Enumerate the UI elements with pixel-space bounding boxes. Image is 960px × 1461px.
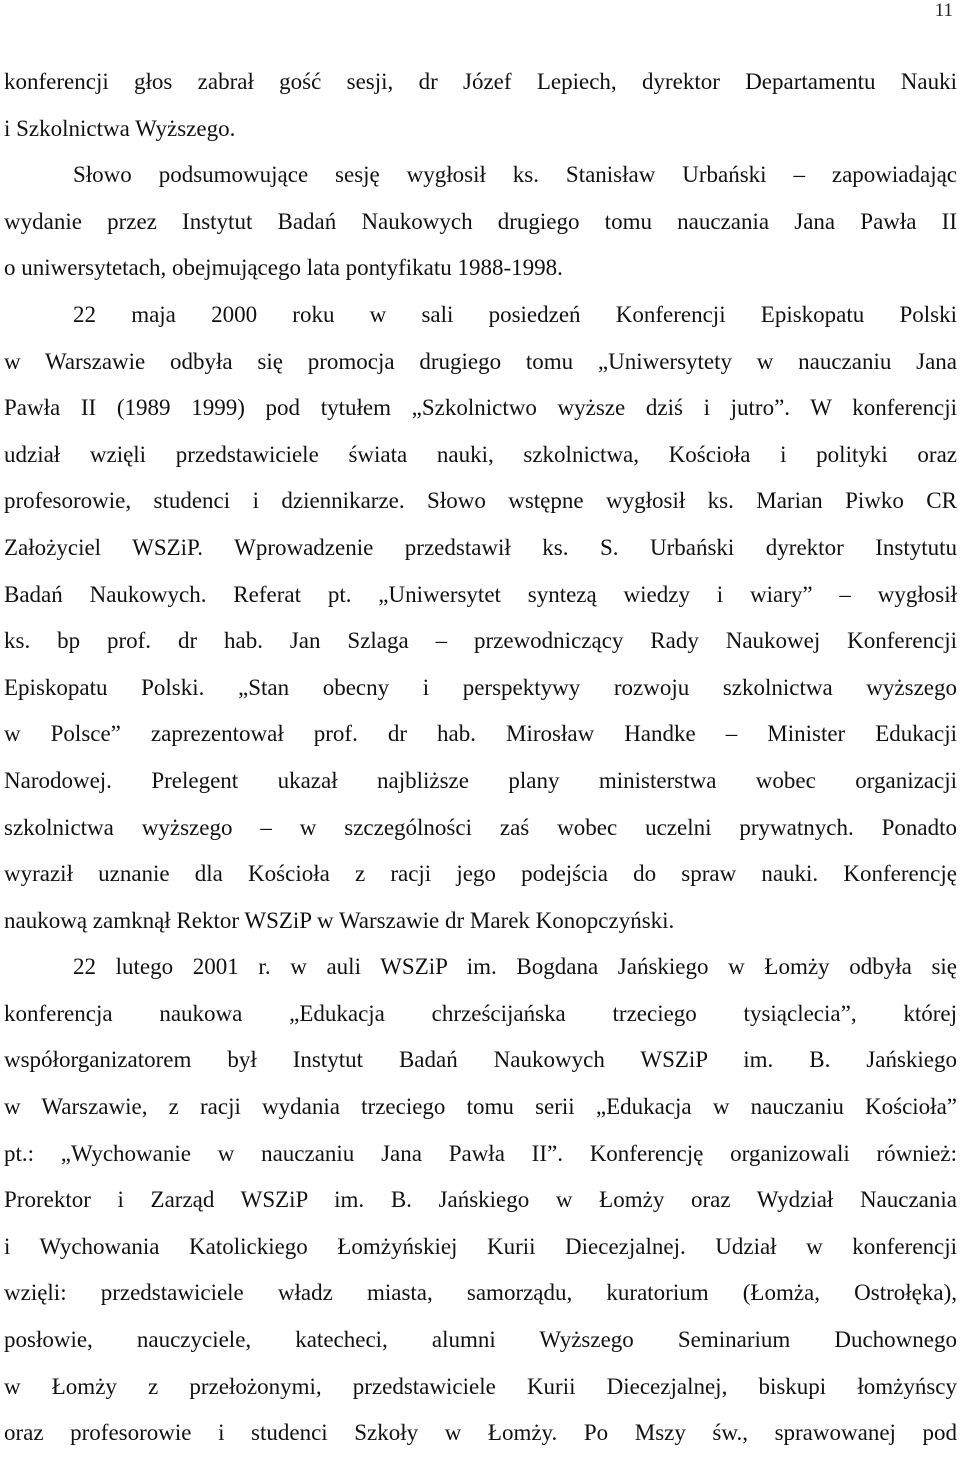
text-line: udział wzięli przedstawiciele świata nauki, szkolnictwa, Kościoła i polityki oraz: [4, 441, 957, 467]
text-line: w Warszawie odbyła się promocja drugiego tomu „Uniwersytety w nauczaniu Jana: [4, 348, 957, 374]
text-line: Założyciel WSZiP. Wprowadzenie przedstawił ks. S. Urbański dyrektor Instytutu: [4, 534, 957, 560]
document-body: [4, 63, 957, 1461]
text-line: współorganizatorem był Instytut Badań Naukowych WSZiP im. B. Jańskiego: [4, 1047, 957, 1073]
text-line: konferencji głos zabrał gość sesji, dr Józef Lepiech, dyrektor Departamentu Nauki: [4, 69, 957, 94]
text-line: w Warszawie, z racji wydania trzeciego tomu serii „Edukacja w nauczaniu Kościoła”: [4, 1094, 957, 1120]
text-line: posłowie, nauczyciele, katecheci, alumni Wyższego Seminarium Duchownego: [4, 1327, 957, 1353]
text-line: konferencja naukowa „Edukacja chrześcijańska trzeciego tysiąclecia”, której: [4, 1000, 957, 1026]
text-line: 22 maja 2000 roku w sali posiedzeń Konferencji Episkopatu Polski: [73, 301, 957, 327]
text-line: i Wychowania Katolickiego Łomżyńskiej Kurii Diecezjalnej. Udział w konferencji: [4, 1233, 957, 1259]
text-line: Prorektor i Zarząd WSZiP im. B. Jańskiego w Łomży oraz Wydział Nauczania: [4, 1187, 957, 1213]
text-line: Słowo podsumowujące sesję wygłosił ks. Stanisław Urbański – zapowiadając: [73, 162, 957, 188]
text-line: w Łomży z przełożonymi, przedstawiciele Kurii Diecezjalnej, biskupi łomżyńscy: [4, 1373, 957, 1399]
text-line: o uniwersytetach, obejmującego lata pontyfikatu 1988-1998.: [4, 255, 563, 281]
text-line: Pawła II (1989 1999) pod tytułem „Szkolnictwo wyższe dziś i jutro”. W konferencji: [4, 395, 957, 421]
text-line: szkolnictwa wyższego – w szczególności zaś wobec uczelni prywatnych. Ponadto: [4, 814, 957, 840]
page-number: 11: [934, 0, 953, 21]
text-line: oraz profesorowie i studenci Szkoły w Łomży. Po Mszy św., sprawowanej pod: [4, 1420, 957, 1446]
text-line: naukową zamknął Rektor WSZiP w Warszawie dr Marek Konopczyński.: [4, 907, 675, 933]
text-line: wzięli: przedstawiciele władz miasta, samorządu, kuratorium (Łomża, Ostrołęka),: [4, 1280, 957, 1306]
text-line: Narodowej. Prelegent ukazał najbliższe plany ministerstwa wobec organizacji: [4, 767, 957, 793]
text-line: pt.: „Wychowanie w nauczaniu Jana Pawła II”. Konferencję organizowali również:: [4, 1140, 957, 1166]
text-line: i Szkolnictwa Wyższego.: [4, 115, 236, 141]
text-line: 22 lutego 2001 r. w auli WSZiP im. Bogdana Jańskiego w Łomży odbyła się: [73, 954, 957, 980]
text-line: ks. bp prof. dr hab. Jan Szlaga – przewodniczący Rady Naukowej Konferencji: [4, 628, 957, 654]
text-line: profesorowie, studenci i dziennikarze. Słowo wstępne wygłosił ks. Marian Piwko CR: [4, 488, 957, 514]
text-line: wydanie przez Instytut Badań Naukowych drugiego tomu nauczania Jana Pawła II: [4, 208, 957, 234]
text-line: Badań Naukowych. Referat pt. „Uniwersytet syntezą wiedzy i wiary” – wygłosił: [4, 581, 957, 607]
text-line: Episkopatu Polski. „Stan obecny i perspektywy rozwoju szkolnictwa wyższego: [4, 674, 957, 700]
text-line: w Polsce” zaprezentował prof. dr hab. Mirosław Handke – Minister Edukacji: [4, 721, 957, 747]
text-line: wyraził uznanie dla Kościoła z racji jego podejścia do spraw nauki. Konferencję: [4, 861, 957, 887]
